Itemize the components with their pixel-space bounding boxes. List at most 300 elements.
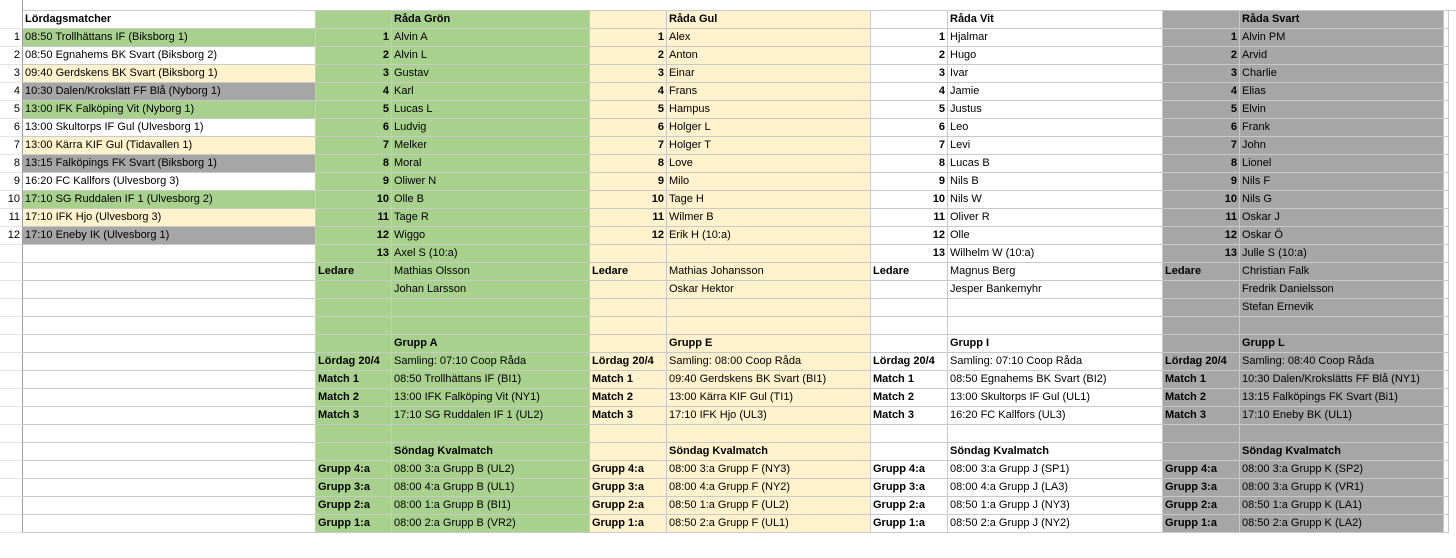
player-name[interactable]: Olle B	[392, 191, 590, 209]
match-game[interactable]: 09:40 Gerdskens BK Svart (BI1)	[667, 371, 871, 389]
leader-label[interactable]: Ledare	[1163, 263, 1240, 281]
kval-group-label[interactable]: Grupp 3:a	[1163, 479, 1240, 497]
player-name[interactable]: Erik H (10:a)	[667, 227, 871, 245]
kvalmatch-header[interactable]: Söndag Kvalmatch	[948, 443, 1163, 461]
kval-game[interactable]: 08:00 4:a Grupp B (UL1)	[392, 479, 590, 497]
empty-cell[interactable]	[871, 317, 948, 335]
player-name[interactable]: Milo	[667, 173, 871, 191]
player-name[interactable]: Ivar	[948, 65, 1163, 83]
empty-cell[interactable]	[392, 317, 590, 335]
player-name[interactable]: Oskar J	[1240, 209, 1444, 227]
row-header[interactable]	[0, 479, 23, 497]
row-header[interactable]: 7	[0, 137, 23, 155]
empty-cell[interactable]	[316, 281, 392, 299]
empty-cell[interactable]	[667, 425, 871, 443]
empty-cell[interactable]	[316, 317, 392, 335]
player-number[interactable]: 8	[871, 155, 948, 173]
match-game[interactable]: 10:30 Dalen/Krokslätts FF Blå (NY1)	[1240, 371, 1444, 389]
empty-cell[interactable]	[1444, 317, 1449, 335]
kval-game[interactable]: 08:50 2:a Grupp K (LA2)	[1240, 515, 1444, 533]
empty-cell[interactable]	[1444, 497, 1449, 515]
player-number[interactable]: 3	[871, 65, 948, 83]
player-number[interactable]: 13	[1163, 245, 1240, 263]
match-game[interactable]: 08:50 Trollhättans IF (BI1)	[392, 371, 590, 389]
empty-cell[interactable]	[23, 317, 316, 335]
player-number[interactable]: 4	[871, 83, 948, 101]
row-header[interactable]	[0, 461, 23, 479]
player-name[interactable]: Levi	[948, 137, 1163, 155]
row-header[interactable]	[0, 11, 23, 29]
team-column-label[interactable]	[1163, 11, 1240, 29]
team-name[interactable]: Råda Grön	[392, 11, 590, 29]
player-name[interactable]: Tage R	[392, 209, 590, 227]
empty-cell[interactable]	[23, 443, 316, 461]
group-name[interactable]: Grupp L	[1240, 335, 1444, 353]
row-header[interactable]	[0, 425, 23, 443]
empty-cell[interactable]	[23, 515, 316, 533]
team-column-label[interactable]	[316, 11, 392, 29]
kval-game[interactable]: 08:50 1:a Grupp F (UL2)	[667, 497, 871, 515]
empty-cell[interactable]	[1444, 101, 1449, 119]
player-name[interactable]: Holger L	[667, 119, 871, 137]
empty-cell[interactable]	[23, 335, 316, 353]
player-number[interactable]: 9	[316, 173, 392, 191]
kval-group-label[interactable]: Grupp 3:a	[590, 479, 667, 497]
match-entry[interactable]: 08:50 Egnahems BK Svart (Biksborg 2)	[23, 47, 316, 65]
empty-cell[interactable]	[1444, 137, 1449, 155]
player-number[interactable]: 9	[871, 173, 948, 191]
match-label[interactable]: Match 3	[590, 407, 667, 425]
player-number[interactable]: 3	[1163, 65, 1240, 83]
kval-group-label[interactable]: Grupp 4:a	[590, 461, 667, 479]
kval-game[interactable]: 08:50 2:a Grupp F (UL1)	[667, 515, 871, 533]
leader-label[interactable]: Ledare	[590, 263, 667, 281]
kval-group-label[interactable]: Grupp 3:a	[316, 479, 392, 497]
match-game[interactable]: 16:20 FC Kallfors (UL3)	[948, 407, 1163, 425]
match-label[interactable]: Match 2	[316, 389, 392, 407]
kval-game[interactable]: 08:50 1:a Grupp J (NY3)	[948, 497, 1163, 515]
empty-cell[interactable]	[23, 461, 316, 479]
empty-cell[interactable]	[1444, 407, 1449, 425]
player-number[interactable]: 2	[1163, 47, 1240, 65]
empty-cell[interactable]	[1444, 191, 1449, 209]
match-label[interactable]: Match 1	[590, 371, 667, 389]
empty-cell[interactable]	[23, 245, 316, 263]
player-number[interactable]: 6	[316, 119, 392, 137]
empty-cell[interactable]	[1444, 29, 1449, 47]
empty-cell[interactable]	[23, 353, 316, 371]
player-number[interactable]: 7	[590, 137, 667, 155]
kval-game[interactable]: 08:00 1:a Grupp B (BI1)	[392, 497, 590, 515]
match-entry[interactable]: 17:10 IFK Hjo (Ulvesborg 3)	[23, 209, 316, 227]
match-game[interactable]: 17:10 SG Ruddalen IF 1 (UL2)	[392, 407, 590, 425]
player-number[interactable]: 11	[871, 209, 948, 227]
empty-cell[interactable]	[1444, 371, 1449, 389]
empty-cell[interactable]	[316, 425, 392, 443]
row-header[interactable]	[0, 389, 23, 407]
leader-name[interactable]: Johan Larsson	[392, 281, 590, 299]
day-label[interactable]: Lördag 20/4	[1163, 353, 1240, 371]
match-game[interactable]: 08:50 Egnahems BK Svart (BI2)	[948, 371, 1163, 389]
player-number[interactable]: 13	[871, 245, 948, 263]
player-name[interactable]: Lucas B	[948, 155, 1163, 173]
team-name[interactable]: Råda Svart	[1240, 11, 1444, 29]
kval-game[interactable]: 08:00 3:a Grupp J (SP1)	[948, 461, 1163, 479]
row-header[interactable]: 10	[0, 191, 23, 209]
player-name[interactable]: Hampus	[667, 101, 871, 119]
empty-cell[interactable]	[1444, 173, 1449, 191]
empty-cell[interactable]	[590, 443, 667, 461]
player-name[interactable]: Einar	[667, 65, 871, 83]
empty-cell[interactable]	[23, 299, 316, 317]
empty-cell[interactable]	[948, 299, 1163, 317]
player-name[interactable]: Alvin PM	[1240, 29, 1444, 47]
leader-name[interactable]: Fredrik Danielsson	[1240, 281, 1444, 299]
kval-group-label[interactable]: Grupp 1:a	[590, 515, 667, 533]
row-header[interactable]	[0, 497, 23, 515]
kvalmatch-header[interactable]: Söndag Kvalmatch	[667, 443, 871, 461]
empty-cell[interactable]	[590, 317, 667, 335]
kval-game[interactable]: 08:00 3:a Grupp K (SP2)	[1240, 461, 1444, 479]
player-number[interactable]: 10	[1163, 191, 1240, 209]
match-game[interactable]: 13:00 IFK Falköping Vit (NY1)	[392, 389, 590, 407]
player-number[interactable]: 4	[316, 83, 392, 101]
empty-cell[interactable]	[23, 371, 316, 389]
player-number[interactable]: 7	[1163, 137, 1240, 155]
player-name[interactable]: Julle S (10:a)	[1240, 245, 1444, 263]
empty-cell[interactable]	[1444, 353, 1449, 371]
kval-group-label[interactable]: Grupp 1:a	[316, 515, 392, 533]
row-header[interactable]	[0, 515, 23, 533]
player-name[interactable]: Arvid	[1240, 47, 1444, 65]
empty-cell[interactable]	[1444, 479, 1449, 497]
match-label[interactable]: Match 2	[871, 389, 948, 407]
match-label[interactable]: Match 1	[1163, 371, 1240, 389]
player-number[interactable]: 5	[590, 101, 667, 119]
player-number[interactable]: 11	[1163, 209, 1240, 227]
group-name[interactable]: Grupp I	[948, 335, 1163, 353]
empty-cell[interactable]	[1444, 389, 1449, 407]
empty-cell[interactable]	[1444, 425, 1449, 443]
match-entry[interactable]: 17:10 Eneby IK (Ulvesborg 1)	[23, 227, 316, 245]
team-name[interactable]: Råda Vit	[948, 11, 1163, 29]
kval-group-label[interactable]: Grupp 1:a	[1163, 515, 1240, 533]
empty-cell[interactable]	[23, 407, 316, 425]
match-entry[interactable]: 08:50 Trollhättans IF (Biksborg 1)	[23, 29, 316, 47]
match-label[interactable]: Match 1	[316, 371, 392, 389]
empty-cell[interactable]	[1444, 83, 1449, 101]
player-number[interactable]: 5	[871, 101, 948, 119]
match-entry[interactable]: 17:10 SG Ruddalen IF 1 (Ulvesborg 2)	[23, 191, 316, 209]
row-header[interactable]: 9	[0, 173, 23, 191]
row-header[interactable]: 5	[0, 101, 23, 119]
empty-cell[interactable]	[1444, 515, 1449, 533]
row-header[interactable]	[0, 407, 23, 425]
player-name[interactable]: Love	[667, 155, 871, 173]
match-entry[interactable]: 13:00 Skultorps IF Gul (Ulvesborg 1)	[23, 119, 316, 137]
player-name[interactable]: John	[1240, 137, 1444, 155]
match-label[interactable]: Match 3	[1163, 407, 1240, 425]
row-header[interactable]: 1	[0, 29, 23, 47]
player-name[interactable]: Oliver R	[948, 209, 1163, 227]
kvalmatch-header[interactable]: Söndag Kvalmatch	[1240, 443, 1444, 461]
player-number[interactable]: 1	[590, 29, 667, 47]
kval-group-label[interactable]: Grupp 3:a	[871, 479, 948, 497]
team-column-label[interactable]	[590, 11, 667, 29]
player-name[interactable]: Moral	[392, 155, 590, 173]
empty-cell[interactable]	[948, 317, 1163, 335]
empty-cell[interactable]	[1444, 443, 1449, 461]
row-header[interactable]: 4	[0, 83, 23, 101]
empty-cell[interactable]	[667, 317, 871, 335]
empty-cell[interactable]	[316, 299, 392, 317]
player-name[interactable]: Alvin A	[392, 29, 590, 47]
day-label[interactable]: Lördag 20/4	[590, 353, 667, 371]
row-header[interactable]	[0, 335, 23, 353]
player-number[interactable]: 11	[316, 209, 392, 227]
row-header[interactable]	[0, 443, 23, 461]
player-name[interactable]: Hjalmar	[948, 29, 1163, 47]
leader-name[interactable]: Oskar Hektor	[667, 281, 871, 299]
leader-name[interactable]: Christian Falk	[1240, 263, 1444, 281]
player-name[interactable]: Melker	[392, 137, 590, 155]
match-game[interactable]: 17:10 IFK Hjo (UL3)	[667, 407, 871, 425]
player-name[interactable]: Lionel	[1240, 155, 1444, 173]
player-name[interactable]: Frans	[667, 83, 871, 101]
player-number[interactable]: 1	[1163, 29, 1240, 47]
empty-cell[interactable]	[1444, 299, 1449, 317]
kval-group-label[interactable]: Grupp 4:a	[316, 461, 392, 479]
kval-game[interactable]: 08:00 4:a Grupp J (LA3)	[948, 479, 1163, 497]
row-header[interactable]	[0, 371, 23, 389]
match-label[interactable]: Match 1	[871, 371, 948, 389]
empty-cell[interactable]	[23, 263, 316, 281]
empty-cell[interactable]	[667, 299, 871, 317]
leader-label[interactable]: Ledare	[316, 263, 392, 281]
player-number[interactable]: 3	[316, 65, 392, 83]
player-name[interactable]: Frank	[1240, 119, 1444, 137]
kval-game[interactable]: 08:00 2:a Grupp B (VR2)	[392, 515, 590, 533]
kval-group-label[interactable]: Grupp 2:a	[871, 497, 948, 515]
empty-cell[interactable]	[1163, 299, 1240, 317]
player-number[interactable]: 8	[590, 155, 667, 173]
row-header[interactable]	[0, 263, 23, 281]
empty-cell[interactable]	[1444, 11, 1449, 29]
row-header[interactable]	[0, 299, 23, 317]
player-name[interactable]: Gustav	[392, 65, 590, 83]
empty-cell[interactable]	[1240, 425, 1444, 443]
empty-cell[interactable]	[1444, 155, 1449, 173]
player-name[interactable]: Justus	[948, 101, 1163, 119]
player-number[interactable]: 8	[1163, 155, 1240, 173]
player-number[interactable]: 11	[590, 209, 667, 227]
player-name[interactable]: Tage H	[667, 191, 871, 209]
match-entry[interactable]: 13:15 Falköpings FK Svart (Biksborg 1)	[23, 155, 316, 173]
team-column-label[interactable]	[871, 11, 948, 29]
empty-cell[interactable]	[1444, 335, 1449, 353]
kval-game[interactable]: 08:00 3:a Grupp K (VR1)	[1240, 479, 1444, 497]
leader-name[interactable]: Mathias Johansson	[667, 263, 871, 281]
empty-cell[interactable]	[871, 281, 948, 299]
player-name[interactable]: Ludvig	[392, 119, 590, 137]
empty-cell[interactable]	[667, 245, 871, 263]
samling-info[interactable]: Samling: 08:40 Coop Råda	[1240, 353, 1444, 371]
match-entry[interactable]: 16:20 FC Kallfors (Ulvesborg 3)	[23, 173, 316, 191]
player-name[interactable]: Charlie	[1240, 65, 1444, 83]
row-header[interactable]: 6	[0, 119, 23, 137]
match-game[interactable]: 13:00 Skultorps IF Gul (UL1)	[948, 389, 1163, 407]
player-name[interactable]: Wiggo	[392, 227, 590, 245]
player-number[interactable]: 9	[590, 173, 667, 191]
player-name[interactable]: Nils F	[1240, 173, 1444, 191]
row-header[interactable]: 11	[0, 209, 23, 227]
kval-game[interactable]: 08:00 4:a Grupp F (NY2)	[667, 479, 871, 497]
player-name[interactable]: Oliwer N	[392, 173, 590, 191]
match-game[interactable]: 13:15 Falköpings FK Svart (Bi1)	[1240, 389, 1444, 407]
empty-cell[interactable]	[590, 299, 667, 317]
player-number[interactable]: 1	[871, 29, 948, 47]
sheet-title[interactable]: Lördagsmatcher	[23, 11, 316, 29]
kval-group-label[interactable]: Grupp 2:a	[316, 497, 392, 515]
empty-cell[interactable]	[23, 497, 316, 515]
empty-cell[interactable]	[1163, 425, 1240, 443]
player-number[interactable]	[590, 245, 667, 263]
row-header[interactable]	[0, 245, 23, 263]
player-number[interactable]: 2	[316, 47, 392, 65]
player-name[interactable]: Hugo	[948, 47, 1163, 65]
player-name[interactable]: Karl	[392, 83, 590, 101]
kval-group-label[interactable]: Grupp 2:a	[590, 497, 667, 515]
kval-game[interactable]: 08:00 3:a Grupp F (NY3)	[667, 461, 871, 479]
player-number[interactable]: 8	[316, 155, 392, 173]
empty-cell[interactable]	[1444, 65, 1449, 83]
player-name[interactable]: Alex	[667, 29, 871, 47]
player-name[interactable]: Nils W	[948, 191, 1163, 209]
player-number[interactable]: 12	[590, 227, 667, 245]
player-number[interactable]: 4	[1163, 83, 1240, 101]
empty-cell[interactable]	[23, 389, 316, 407]
player-number[interactable]: 7	[871, 137, 948, 155]
empty-cell[interactable]	[871, 299, 948, 317]
empty-cell[interactable]	[1444, 245, 1449, 263]
row-header[interactable]: 8	[0, 155, 23, 173]
match-label[interactable]: Match 2	[590, 389, 667, 407]
player-name[interactable]: Olle	[948, 227, 1163, 245]
empty-cell[interactable]	[1444, 461, 1449, 479]
kval-game[interactable]: 08:00 3:a Grupp B (UL2)	[392, 461, 590, 479]
match-entry[interactable]: 13:00 Kärra KIF Gul (Tidavallen 1)	[23, 137, 316, 155]
leader-name[interactable]: Mathias Olsson	[392, 263, 590, 281]
samling-info[interactable]: Samling: 08:00 Coop Råda	[667, 353, 871, 371]
player-number[interactable]: 7	[316, 137, 392, 155]
player-number[interactable]: 6	[590, 119, 667, 137]
player-name[interactable]: Axel S (10:a)	[392, 245, 590, 263]
empty-cell[interactable]	[1444, 263, 1449, 281]
player-name[interactable]: Lucas L	[392, 101, 590, 119]
kval-game[interactable]: 08:50 1:a Grupp K (LA1)	[1240, 497, 1444, 515]
player-number[interactable]: 10	[871, 191, 948, 209]
samling-info[interactable]: Samling: 07:10 Coop Råda	[392, 353, 590, 371]
player-name[interactable]: Elias	[1240, 83, 1444, 101]
empty-cell[interactable]	[392, 299, 590, 317]
empty-cell[interactable]	[1163, 443, 1240, 461]
player-number[interactable]: 10	[316, 191, 392, 209]
match-entry[interactable]: 10:30 Dalen/Krokslätt FF Blå (Nyborg 1)	[23, 83, 316, 101]
player-number[interactable]: 10	[590, 191, 667, 209]
day-label[interactable]: Lördag 20/4	[316, 353, 392, 371]
empty-cell[interactable]	[871, 425, 948, 443]
empty-cell[interactable]	[1444, 209, 1449, 227]
player-name[interactable]: Elvin	[1240, 101, 1444, 119]
match-label[interactable]: Match 2	[1163, 389, 1240, 407]
match-label[interactable]: Match 3	[871, 407, 948, 425]
empty-cell[interactable]	[590, 335, 667, 353]
empty-cell[interactable]	[316, 443, 392, 461]
empty-cell[interactable]	[871, 335, 948, 353]
leader-name[interactable]: Jesper Bankemyhr	[948, 281, 1163, 299]
player-number[interactable]: 6	[1163, 119, 1240, 137]
kval-group-label[interactable]: Grupp 2:a	[1163, 497, 1240, 515]
leader-name[interactable]: Stefan Ernevik	[1240, 299, 1444, 317]
kvalmatch-header[interactable]: Söndag Kvalmatch	[392, 443, 590, 461]
empty-cell[interactable]	[1444, 281, 1449, 299]
group-name[interactable]: Grupp A	[392, 335, 590, 353]
leader-label[interactable]: Ledare	[871, 263, 948, 281]
samling-info[interactable]: Samling: 07:10 Coop Råda	[948, 353, 1163, 371]
empty-cell[interactable]	[948, 425, 1163, 443]
empty-cell[interactable]	[1240, 317, 1444, 335]
row-header[interactable]	[0, 317, 23, 335]
player-number[interactable]: 5	[316, 101, 392, 119]
player-number[interactable]: 2	[590, 47, 667, 65]
kval-group-label[interactable]: Grupp 1:a	[871, 515, 948, 533]
match-entry[interactable]: 13:00 IFK Falköping Vit (Nyborg 1)	[23, 101, 316, 119]
player-number[interactable]: 12	[316, 227, 392, 245]
empty-cell[interactable]	[1444, 227, 1449, 245]
empty-cell[interactable]	[1163, 281, 1240, 299]
player-name[interactable]: Wilhelm W (10:a)	[948, 245, 1163, 263]
player-name[interactable]: Alvin L	[392, 47, 590, 65]
row-header[interactable]: 12	[0, 227, 23, 245]
empty-cell[interactable]	[1163, 317, 1240, 335]
player-number[interactable]: 9	[1163, 173, 1240, 191]
empty-cell[interactable]	[1444, 47, 1449, 65]
row-header[interactable]: 2	[0, 47, 23, 65]
player-name[interactable]: Oskar Ö	[1240, 227, 1444, 245]
match-game[interactable]: 13:00 Kärra KIF Gul (TI1)	[667, 389, 871, 407]
row-header[interactable]	[0, 281, 23, 299]
empty-cell[interactable]	[23, 479, 316, 497]
player-name[interactable]: Leo	[948, 119, 1163, 137]
match-game[interactable]: 17:10 Eneby BK (UL1)	[1240, 407, 1444, 425]
empty-cell[interactable]	[1163, 335, 1240, 353]
match-entry[interactable]: 09:40 Gerdskens BK Svart (Biksborg 1)	[23, 65, 316, 83]
kval-group-label[interactable]: Grupp 4:a	[1163, 461, 1240, 479]
group-name[interactable]: Grupp E	[667, 335, 871, 353]
player-number[interactable]: 2	[871, 47, 948, 65]
empty-cell[interactable]	[590, 281, 667, 299]
leader-name[interactable]: Magnus Berg	[948, 263, 1163, 281]
match-label[interactable]: Match 3	[316, 407, 392, 425]
empty-cell[interactable]	[23, 425, 316, 443]
kval-group-label[interactable]: Grupp 4:a	[871, 461, 948, 479]
empty-cell[interactable]	[590, 425, 667, 443]
player-number[interactable]: 13	[316, 245, 392, 263]
player-name[interactable]: Nils B	[948, 173, 1163, 191]
player-name[interactable]: Wilmer B	[667, 209, 871, 227]
player-name[interactable]: Anton	[667, 47, 871, 65]
empty-cell[interactable]	[871, 443, 948, 461]
